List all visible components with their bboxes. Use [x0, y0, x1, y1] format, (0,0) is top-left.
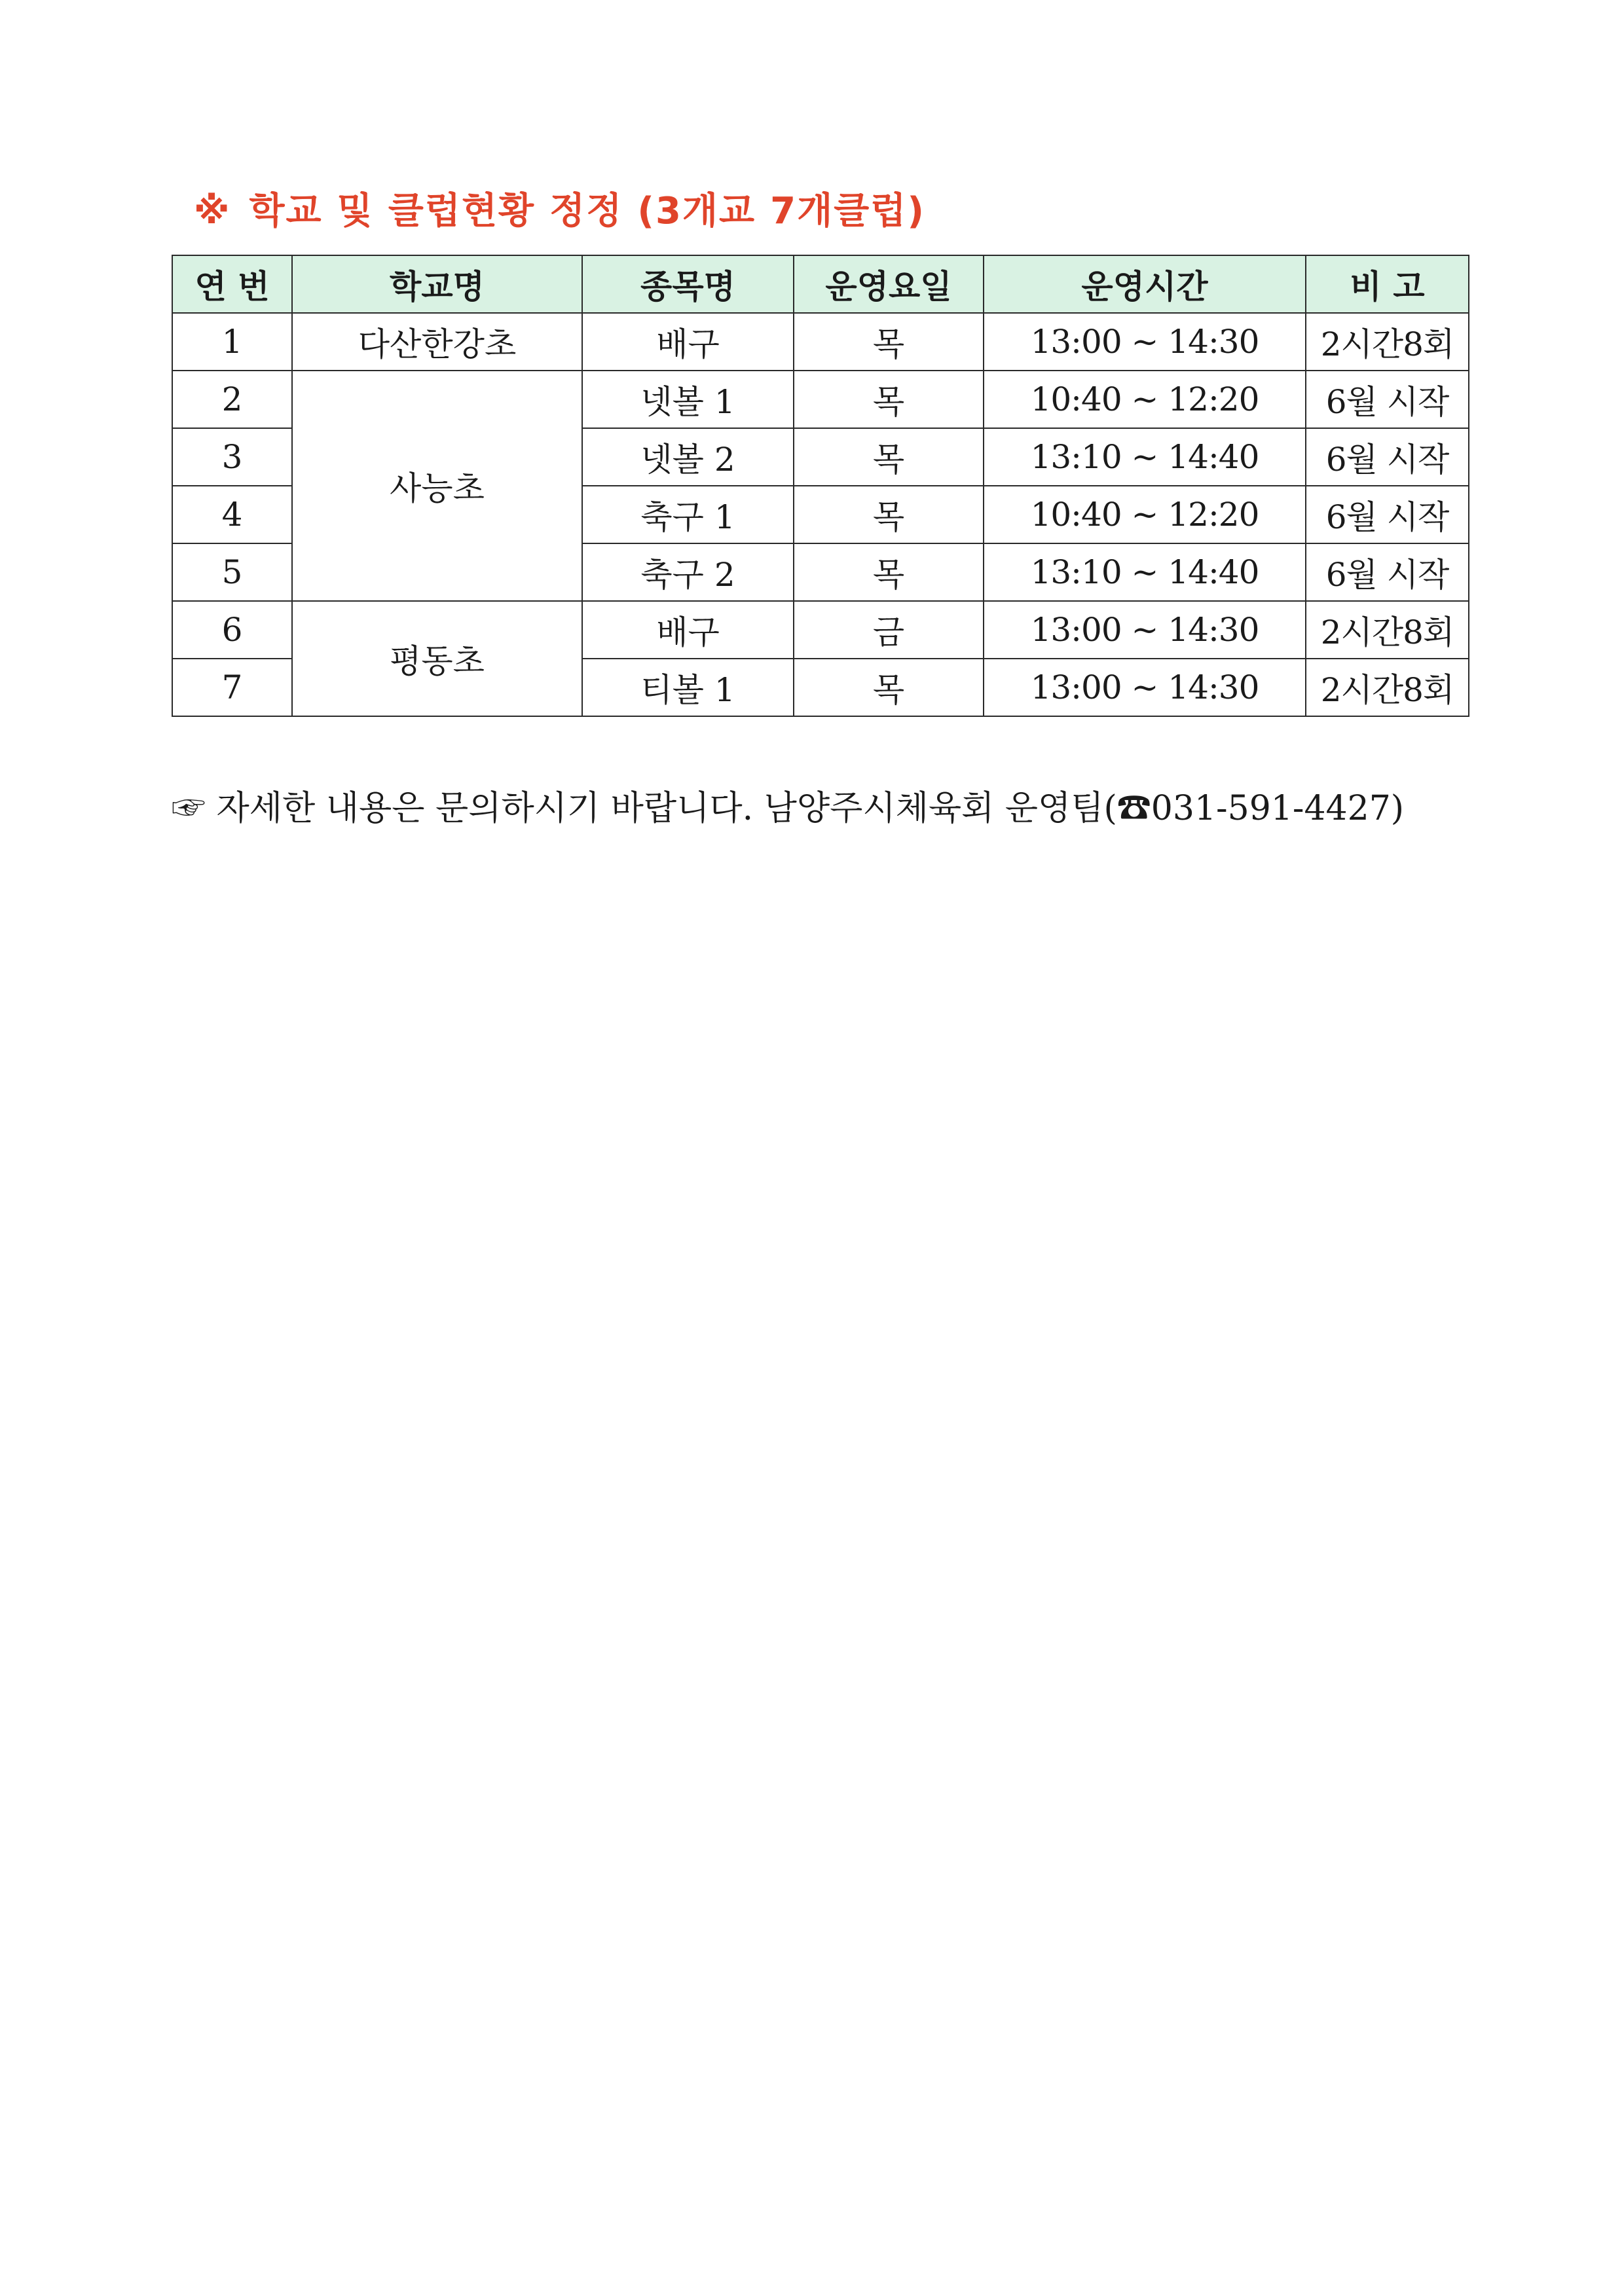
heading-word: 7개클럽): [770, 190, 925, 232]
heading-word: (3개교: [637, 190, 756, 232]
header-day: 운영요일: [794, 255, 984, 313]
cell-day: 목: [794, 313, 984, 371]
heading-word: 및: [337, 190, 374, 232]
cell-note: 6월 시작: [1306, 371, 1469, 428]
club-status-table: [172, 255, 1469, 717]
header-sport: 종목명: [582, 255, 794, 313]
cell-sport: 배구: [582, 601, 794, 659]
cell-day: 금: [794, 601, 984, 659]
cell-day: 목: [794, 486, 984, 543]
section-heading: [194, 182, 940, 234]
heading-word: 학교: [249, 190, 323, 232]
cell-note: 2시간8회: [1306, 601, 1469, 659]
cell-no: 6: [172, 601, 292, 659]
cell-no: 5: [172, 543, 292, 601]
cell-time: 13:00 ~ 14:30: [984, 659, 1306, 716]
cell-no: 1: [172, 313, 292, 371]
cell-time: 13:00 ~ 14:30: [984, 601, 1306, 659]
cell-school: 평동초: [292, 601, 582, 716]
cell-sport: 배구: [582, 313, 794, 371]
cell-note: 6월 시작: [1306, 543, 1469, 601]
cell-school: 다산한강초: [292, 313, 582, 371]
cell-no: 7: [172, 659, 292, 716]
cell-day: 목: [794, 659, 984, 716]
cell-time: 10:40 ~ 12:20: [984, 371, 1306, 428]
cell-note: 6월 시작: [1306, 486, 1469, 543]
cell-time: 13:10 ~ 14:40: [984, 543, 1306, 601]
table-row: [172, 371, 1469, 428]
cell-no: 2: [172, 371, 292, 428]
table-row: [172, 601, 1469, 659]
cell-time: 10:40 ~ 12:20: [984, 486, 1306, 543]
table-header-row: [172, 255, 1469, 313]
cell-time: 13:00 ~ 14:30: [984, 313, 1306, 371]
cell-sport: 넷볼 2: [582, 428, 794, 486]
cell-sport: 축구 1: [582, 486, 794, 543]
cell-note: 6월 시작: [1306, 428, 1469, 486]
cell-sport: 넷볼 1: [582, 371, 794, 428]
heading-word: 클럽현황: [388, 190, 536, 232]
header-time: 운영시간: [984, 255, 1306, 313]
cell-day: 목: [794, 371, 984, 428]
cell-sport: 축구 2: [582, 543, 794, 601]
table-row: [172, 313, 1469, 371]
header-note: 비 고: [1306, 255, 1469, 313]
header-school: 학교명: [292, 255, 582, 313]
contact-footnote: ☞ 자세한 내용은 문의하시기 바랍니다. 남양주시체육회 운영팀(☎031-591-4427): [172, 789, 1405, 828]
cell-school: 사능초: [292, 371, 582, 601]
cell-sport: 티볼 1: [582, 659, 794, 716]
cell-note: 2시간8회: [1306, 313, 1469, 371]
cell-no: 4: [172, 486, 292, 543]
header-no: 연 번: [172, 255, 292, 313]
cell-time: 13:10 ~ 14:40: [984, 428, 1306, 486]
cell-no: 3: [172, 428, 292, 486]
reference-mark-icon: ※: [194, 190, 231, 232]
cell-day: 목: [794, 428, 984, 486]
heading-word: 정정: [549, 190, 623, 232]
cell-day: 목: [794, 543, 984, 601]
cell-note: 2시간8회: [1306, 659, 1469, 716]
